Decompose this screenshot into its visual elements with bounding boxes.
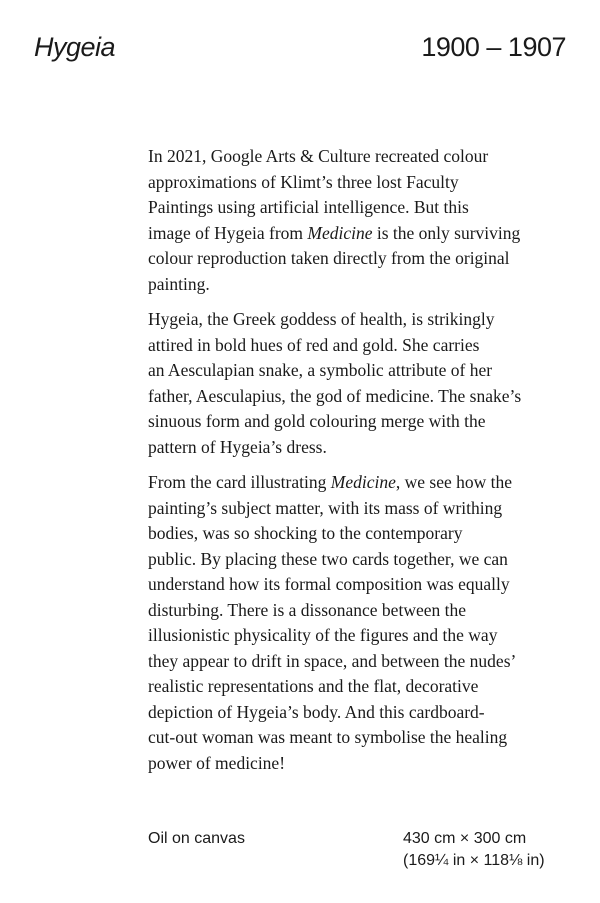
text-line [148, 170, 573, 196]
text-line [148, 144, 573, 170]
text-line [148, 435, 573, 461]
artwork-title: Hygeia [34, 32, 116, 62]
text-segment: attired in bold hues of red and gold. She carries [148, 334, 480, 355]
text-line [148, 358, 573, 384]
artwork-years: 1900 – 1907 [421, 32, 566, 62]
text-segment: is the only surviving [372, 222, 521, 243]
dimensions-imperial: (169¼ in × 118⅛ in) [403, 852, 545, 869]
text-line [148, 649, 573, 675]
text-line [148, 725, 573, 751]
text-segment: In 2021, Google Arts & Culture recreated colour [148, 146, 489, 166]
text-line [148, 272, 573, 298]
text-segment: power of medicine! [148, 752, 286, 773]
body-paragraph [148, 470, 573, 776]
text-segment: disturbing. There is a dissonance between the [148, 599, 466, 620]
dimensions-metric: 430 cm × 300 cm [403, 830, 527, 847]
body-paragraph [148, 144, 573, 297]
text-segment: colour reproduction taken directly from the original [148, 248, 510, 268]
text-line [148, 521, 573, 547]
text-segment: they appear to drift in space, and between the nudes’ [148, 650, 517, 671]
text-line [148, 307, 573, 333]
artwork-dimensions [403, 828, 545, 872]
text-line [148, 598, 573, 624]
text-segment: From the card illustrating [148, 472, 331, 492]
text-segment: understand how its formal composition was equally [148, 574, 510, 594]
text-segment: realistic representations and the flat, decorative [148, 676, 479, 696]
text-segment: Paintings using artificial intelligence. But this [148, 197, 469, 217]
text-segment: depiction of Hygeia’s body. And this cardboard- [148, 701, 485, 722]
text-line [148, 195, 573, 221]
artwork-reference: Medicine [307, 222, 373, 243]
text-line [148, 333, 573, 359]
text-line [148, 246, 573, 272]
text-line [148, 496, 573, 522]
text-segment: father, Aesculapius, the god of medicine. The snake’s [148, 385, 522, 406]
text-line [148, 572, 573, 598]
text-segment: sinuous form and gold colouring merge with the [148, 411, 486, 431]
description-body [148, 144, 573, 786]
text-line [148, 751, 573, 777]
text-segment: approximations of Klimt’s three lost Faculty [148, 171, 459, 192]
text-line [148, 470, 573, 496]
text-line [148, 384, 573, 410]
text-segment: an Aesculapian snake, a symbolic attribute of her [148, 360, 493, 380]
text-line [148, 409, 573, 435]
text-segment: Hygeia, the Greek goddess of health, is strikingly [148, 309, 495, 329]
text-segment: pattern of Hygeia’s dress. [148, 436, 327, 457]
text-line [148, 547, 573, 573]
artwork-medium: Oil on canvas [148, 830, 245, 847]
text-line [148, 674, 573, 700]
body-paragraph [148, 307, 573, 460]
text-segment: illusionistic physicality of the figures and the way [148, 625, 498, 645]
text-segment: cut-out woman was meant to symbolise the healing [148, 727, 508, 747]
text-segment: , we see how the [395, 472, 513, 492]
text-segment: painting. [148, 273, 210, 294]
text-line [148, 623, 573, 649]
text-segment: public. By placing these two cards together, we can [148, 548, 508, 569]
text-segment: bodies, was so shocking to the contemporary [148, 523, 463, 543]
text-segment: painting’s subject matter, with its mass of writhing [148, 497, 503, 518]
artwork-reference: Medicine [330, 472, 396, 492]
text-line [148, 700, 573, 726]
text-segment: image of Hygeia from [148, 222, 308, 243]
text-line [148, 221, 573, 247]
